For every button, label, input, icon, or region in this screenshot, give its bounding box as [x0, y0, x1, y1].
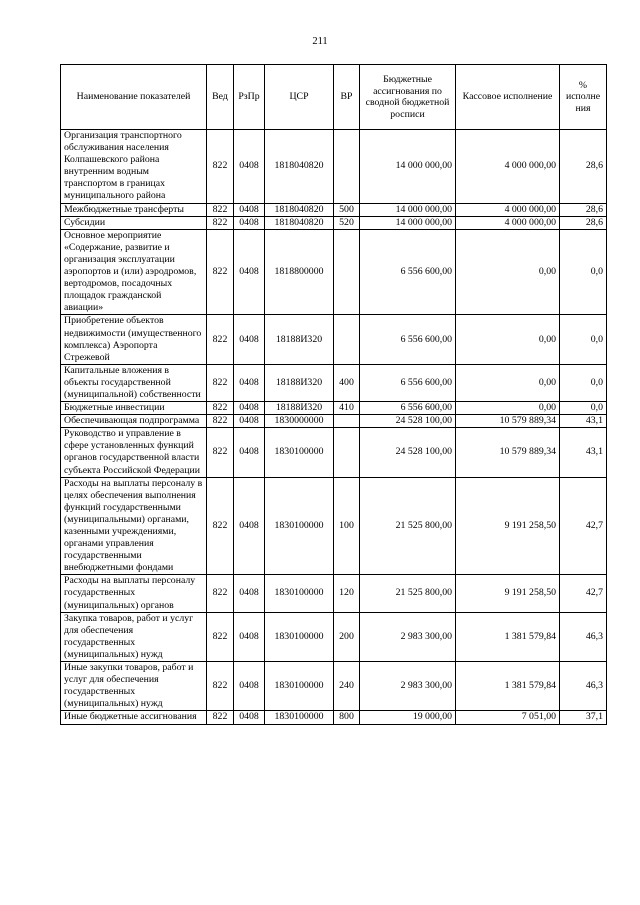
row-budget: 6 556 600,00: [360, 364, 456, 401]
row-ved: 822: [207, 130, 234, 204]
row-cash: 0,00: [456, 402, 560, 415]
row-rzpr: 0408: [234, 315, 265, 364]
row-vr: 240: [334, 662, 360, 711]
row-csr: 1830000000: [265, 415, 334, 428]
row-budget: 2 983 300,00: [360, 612, 456, 661]
row-vr: [334, 315, 360, 364]
row-vr: 400: [334, 364, 360, 401]
table-row: [61, 612, 607, 661]
row-name: Субсидии: [61, 216, 207, 229]
table-row: [61, 315, 607, 364]
row-pct: 0,0: [560, 229, 607, 315]
table-row: [61, 402, 607, 415]
row-csr: 1830100000: [265, 612, 334, 661]
row-csr: 1830100000: [265, 428, 334, 477]
row-name: Иные закупки товаров, работ и услуг для обеспечения государственных (муниципальных) нужд: [61, 662, 207, 711]
row-rzpr: 0408: [234, 428, 265, 477]
row-csr: 1830100000: [265, 711, 334, 724]
row-name: Обеспечивающая подпрограмма: [61, 415, 207, 428]
table-row: [61, 662, 607, 711]
row-cash: 10 579 889,34: [456, 415, 560, 428]
header-cash: Кассовое исполнение: [456, 65, 560, 130]
row-name: Расходы на выплаты персоналу государственных (муниципальных) органов: [61, 575, 207, 612]
row-rzpr: 0408: [234, 216, 265, 229]
row-name: Руководство и управление в сфере установленных функций органов государственной власти субъекта Российской Федерации: [61, 428, 207, 477]
row-budget: 24 528 100,00: [360, 415, 456, 428]
table-row: [61, 229, 607, 315]
row-pct: 42,7: [560, 575, 607, 612]
row-name: Иные бюджетные ассигнования: [61, 711, 207, 724]
row-ved: 822: [207, 662, 234, 711]
row-vr: [334, 229, 360, 315]
row-csr: 18188И320: [265, 364, 334, 401]
row-vr: 520: [334, 216, 360, 229]
row-vr: [334, 130, 360, 204]
row-vr: 500: [334, 203, 360, 216]
row-cash: 4 000 000,00: [456, 203, 560, 216]
row-csr: 1818040820: [265, 130, 334, 204]
row-ved: 822: [207, 428, 234, 477]
row-cash: 0,00: [456, 315, 560, 364]
row-rzpr: 0408: [234, 203, 265, 216]
row-name: Приобретение объектов недвижимости (имущественного комплекса) Аэропорта Стрежевой: [61, 315, 207, 364]
row-ved: 822: [207, 477, 234, 575]
row-budget: 21 525 800,00: [360, 477, 456, 575]
row-csr: 1818040820: [265, 216, 334, 229]
row-ved: 822: [207, 415, 234, 428]
row-cash: 4 000 000,00: [456, 216, 560, 229]
row-csr: 1818800000: [265, 229, 334, 315]
row-vr: [334, 428, 360, 477]
row-cash: 1 381 579,84: [456, 612, 560, 661]
row-cash: 1 381 579,84: [456, 662, 560, 711]
row-name: Расходы на выплаты персоналу в целях обеспечения выполнения функций государственными (муниципальными) органами, казенными учреждениями, органами управления государственными внебюджетными фондами: [61, 477, 207, 575]
row-rzpr: 0408: [234, 477, 265, 575]
row-ved: 822: [207, 364, 234, 401]
row-rzpr: 0408: [234, 364, 265, 401]
row-pct: 0,0: [560, 364, 607, 401]
row-vr: 800: [334, 711, 360, 724]
row-cash: 0,00: [456, 229, 560, 315]
row-budget: 24 528 100,00: [360, 428, 456, 477]
row-pct: 46,3: [560, 612, 607, 661]
row-vr: 120: [334, 575, 360, 612]
row-pct: 43,1: [560, 428, 607, 477]
row-budget: 2 983 300,00: [360, 662, 456, 711]
row-pct: 42,7: [560, 477, 607, 575]
row-name: Капитальные вложения в объекты государственной (муниципальной) собственности: [61, 364, 207, 401]
row-csr: 1818040820: [265, 203, 334, 216]
row-cash: 0,00: [456, 364, 560, 401]
table-row: [61, 428, 607, 477]
table-row: [61, 711, 607, 724]
header-ved: Вед: [207, 65, 234, 130]
row-rzpr: 0408: [234, 575, 265, 612]
table-row: [61, 364, 607, 401]
header-name: Наименование показателей: [61, 65, 207, 130]
header-budget: Бюджетные ассигнования по сводной бюджетной росписи: [360, 65, 456, 130]
row-cash: 7 051,00: [456, 711, 560, 724]
header-csr: ЦСР: [265, 65, 334, 130]
row-cash: 10 579 889,34: [456, 428, 560, 477]
row-cash: 4 000 000,00: [456, 130, 560, 204]
row-rzpr: 0408: [234, 662, 265, 711]
row-csr: 18188И320: [265, 315, 334, 364]
row-ved: 822: [207, 315, 234, 364]
row-budget: 14 000 000,00: [360, 130, 456, 204]
table-row: [61, 130, 607, 204]
header-rzpr: РзПр: [234, 65, 265, 130]
table-row: [61, 477, 607, 575]
table-row: [61, 216, 607, 229]
row-pct: 28,6: [560, 216, 607, 229]
row-pct: 43,1: [560, 415, 607, 428]
row-pct: 0,0: [560, 402, 607, 415]
row-ved: 822: [207, 203, 234, 216]
row-name: Закупка товаров, работ и услуг для обеспечения государственных (муниципальных) нужд: [61, 612, 207, 661]
row-pct: 46,3: [560, 662, 607, 711]
row-rzpr: 0408: [234, 402, 265, 415]
row-pct: 0,0: [560, 315, 607, 364]
row-budget: 6 556 600,00: [360, 402, 456, 415]
row-ved: 822: [207, 216, 234, 229]
table-row: [61, 575, 607, 612]
table-row: [61, 203, 607, 216]
row-budget: 14 000 000,00: [360, 203, 456, 216]
budget-execution-table: [60, 64, 607, 725]
row-budget: 21 525 800,00: [360, 575, 456, 612]
row-pct: 28,6: [560, 130, 607, 204]
row-name: Организация транспортного обслуживания населения Колпашевского района внутренним водным транспортом в границах муниципального района: [61, 130, 207, 204]
row-rzpr: 0408: [234, 612, 265, 661]
row-rzpr: 0408: [234, 415, 265, 428]
page-number: 211: [312, 36, 328, 47]
row-csr: 1830100000: [265, 477, 334, 575]
row-vr: 200: [334, 612, 360, 661]
row-vr: 100: [334, 477, 360, 575]
row-budget: 6 556 600,00: [360, 229, 456, 315]
table-header-row: [61, 65, 607, 130]
row-cash: 9 191 258,50: [456, 575, 560, 612]
row-csr: 1830100000: [265, 662, 334, 711]
row-ved: 822: [207, 229, 234, 315]
row-vr: [334, 415, 360, 428]
row-name: Межбюджетные трансферты: [61, 203, 207, 216]
header-vr: ВР: [334, 65, 360, 130]
row-ved: 822: [207, 402, 234, 415]
row-ved: 822: [207, 711, 234, 724]
table-row: [61, 415, 607, 428]
row-pct: 37,1: [560, 711, 607, 724]
row-ved: 822: [207, 612, 234, 661]
row-cash: 9 191 258,50: [456, 477, 560, 575]
row-rzpr: 0408: [234, 711, 265, 724]
row-name: Бюджетные инвестиции: [61, 402, 207, 415]
row-rzpr: 0408: [234, 130, 265, 204]
row-vr: 410: [334, 402, 360, 415]
row-name: Основное мероприятие «Содержание, развитие и организация эксплуатации аэропортов и (или) аэродромов, вертодромов, посадочных площадок гражданской авиации»: [61, 229, 207, 315]
header-pct: % исполне ния: [560, 65, 607, 130]
row-rzpr: 0408: [234, 229, 265, 315]
row-budget: 19 000,00: [360, 711, 456, 724]
row-csr: 18188И320: [265, 402, 334, 415]
row-ved: 822: [207, 575, 234, 612]
row-budget: 14 000 000,00: [360, 216, 456, 229]
row-budget: 6 556 600,00: [360, 315, 456, 364]
row-pct: 28,6: [560, 203, 607, 216]
row-csr: 1830100000: [265, 575, 334, 612]
